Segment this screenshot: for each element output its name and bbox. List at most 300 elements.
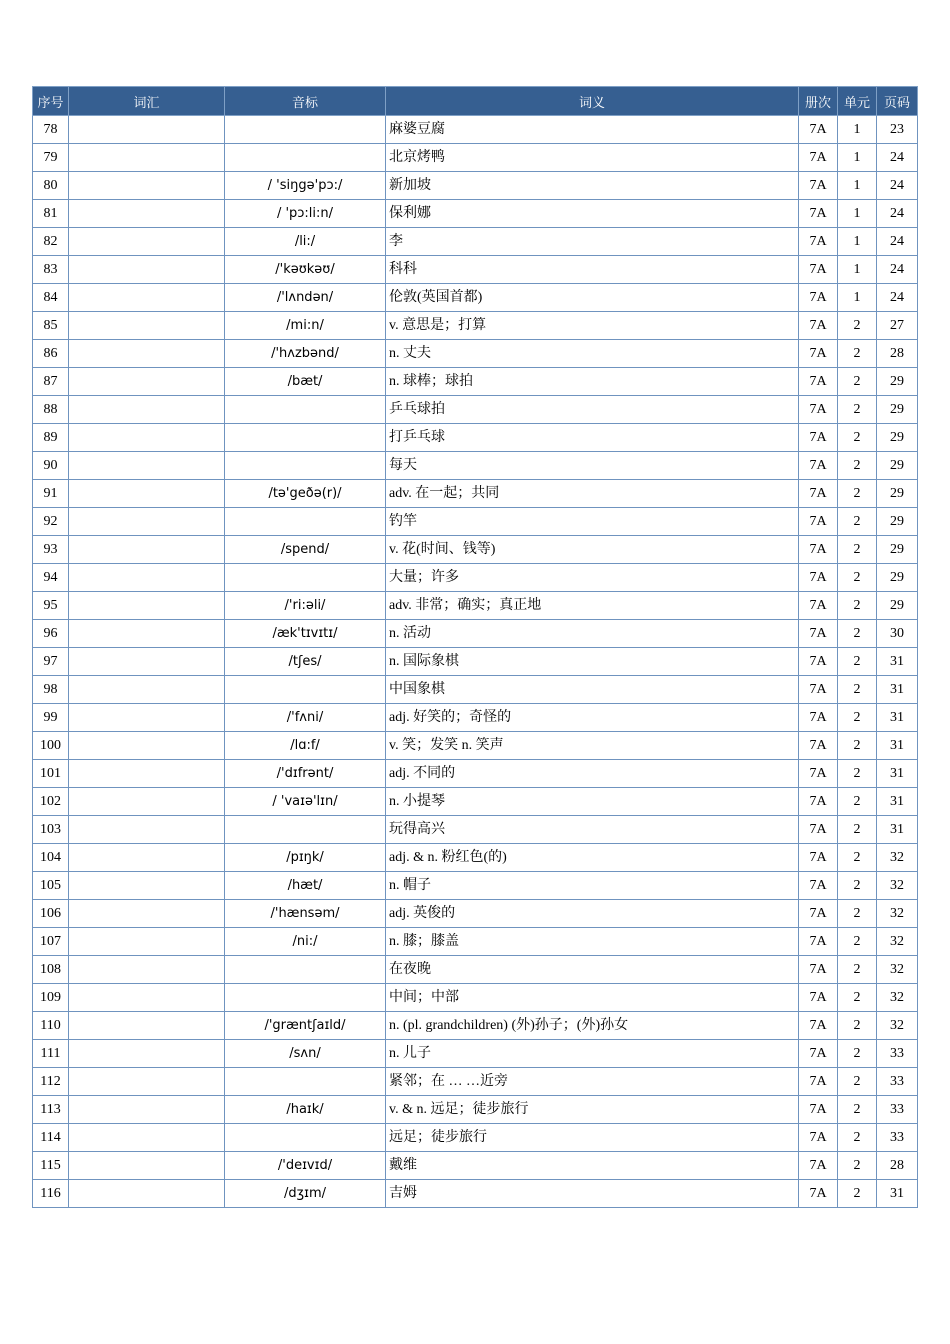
unit-cell: 2 [838,956,877,984]
row-number-cell: 109 [33,984,69,1012]
phonetic-cell [225,816,386,844]
word-cell [69,200,225,228]
meaning-cell: 北京烤鸭 [386,144,799,172]
meaning-cell: n. (pl. grandchildren) (外)孙子；(外)孙女 [386,1012,799,1040]
unit-cell: 2 [838,536,877,564]
page-cell: 32 [877,844,918,872]
word-cell [69,228,225,256]
word-cell [69,312,225,340]
page-cell: 29 [877,508,918,536]
page-cell: 31 [877,760,918,788]
unit-cell: 2 [838,984,877,1012]
meaning-cell: 玩得高兴 [386,816,799,844]
meaning-cell: n. 儿子 [386,1040,799,1068]
page-cell: 24 [877,228,918,256]
page-cell: 32 [877,956,918,984]
book-cell: 7A [799,704,838,732]
page-cell: 31 [877,788,918,816]
page-cell: 31 [877,1180,918,1208]
word-cell [69,984,225,1012]
row-number-cell: 113 [33,1096,69,1124]
page-cell: 32 [877,1012,918,1040]
unit-cell: 2 [838,872,877,900]
phonetic-cell: /'lʌndən/ [225,284,386,312]
book-cell: 7A [799,620,838,648]
word-cell [69,452,225,480]
phonetic-cell [225,564,386,592]
unit-cell: 2 [838,1180,877,1208]
unit-cell: 2 [838,1124,877,1152]
meaning-cell: n. 活动 [386,620,799,648]
meaning-cell: 大量；许多 [386,564,799,592]
phonetic-cell: /lɑ:f/ [225,732,386,760]
row-number-cell: 114 [33,1124,69,1152]
meaning-cell: 乒乓球拍 [386,396,799,424]
meaning-cell: 麻婆豆腐 [386,116,799,144]
header-number: 序号 [33,87,69,116]
book-cell: 7A [799,200,838,228]
unit-cell: 2 [838,312,877,340]
page-cell: 33 [877,1096,918,1124]
phonetic-cell [225,676,386,704]
page-cell: 24 [877,172,918,200]
phonetic-cell: /spend/ [225,536,386,564]
meaning-cell: v. 意思是；打算 [386,312,799,340]
unit-cell: 2 [838,396,877,424]
header-book: 册次 [799,87,838,116]
meaning-cell: n. 小提琴 [386,788,799,816]
table-row [33,172,918,200]
table-row [33,816,918,844]
row-number-cell: 107 [33,928,69,956]
word-cell [69,788,225,816]
phonetic-cell: /haɪk/ [225,1096,386,1124]
book-cell: 7A [799,1180,838,1208]
meaning-cell: n. 膝；膝盖 [386,928,799,956]
meaning-cell: 吉姆 [386,1180,799,1208]
page-cell: 29 [877,452,918,480]
word-cell [69,256,225,284]
phonetic-cell: /tʃes/ [225,648,386,676]
meaning-cell: n. 球棒；球拍 [386,368,799,396]
page-cell: 31 [877,816,918,844]
table-row [33,424,918,452]
meaning-cell: adv. 非常；确实；真正地 [386,592,799,620]
book-cell: 7A [799,872,838,900]
book-cell: 7A [799,1012,838,1040]
unit-cell: 2 [838,368,877,396]
unit-cell: 2 [838,788,877,816]
table-row [33,564,918,592]
meaning-cell: 中间；中部 [386,984,799,1012]
word-cell [69,144,225,172]
table-row [33,284,918,312]
phonetic-cell: /'græntʃaɪld/ [225,1012,386,1040]
meaning-cell: n. 帽子 [386,872,799,900]
page-cell: 29 [877,592,918,620]
page-cell: 33 [877,1040,918,1068]
table-row [33,704,918,732]
table-row [33,144,918,172]
unit-cell: 1 [838,256,877,284]
row-number-cell: 115 [33,1152,69,1180]
meaning-cell: 保利娜 [386,200,799,228]
meaning-cell: v. 花(时间、钱等) [386,536,799,564]
book-cell: 7A [799,984,838,1012]
phonetic-cell [225,396,386,424]
page-cell: 33 [877,1124,918,1152]
row-number-cell: 94 [33,564,69,592]
unit-cell: 2 [838,816,877,844]
row-number-cell: 95 [33,592,69,620]
word-cell [69,284,225,312]
row-number-cell: 106 [33,900,69,928]
book-cell: 7A [799,340,838,368]
header-unit: 单元 [838,87,877,116]
table-row [33,844,918,872]
page-cell: 31 [877,648,918,676]
row-number-cell: 90 [33,452,69,480]
unit-cell: 2 [838,704,877,732]
page-cell: 28 [877,340,918,368]
unit-cell: 2 [838,1152,877,1180]
unit-cell: 2 [838,648,877,676]
row-number-cell: 116 [33,1180,69,1208]
word-cell [69,844,225,872]
phonetic-cell: /tə'geðə(r)/ [225,480,386,508]
table-row [33,396,918,424]
book-cell: 7A [799,116,838,144]
header-page: 页码 [877,87,918,116]
table-row [33,1012,918,1040]
page-cell: 32 [877,872,918,900]
word-cell [69,732,225,760]
table-row [33,900,918,928]
unit-cell: 1 [838,228,877,256]
book-cell: 7A [799,592,838,620]
row-number-cell: 92 [33,508,69,536]
row-number-cell: 87 [33,368,69,396]
meaning-cell: v. 笑；发笑 n. 笑声 [386,732,799,760]
table-row [33,1152,918,1180]
row-number-cell: 104 [33,844,69,872]
table-row [33,536,918,564]
meaning-cell: adj. 好笑的；奇怪的 [386,704,799,732]
word-cell [69,620,225,648]
meaning-cell: 每天 [386,452,799,480]
table-row [33,984,918,1012]
word-cell [69,564,225,592]
word-cell [69,592,225,620]
book-cell: 7A [799,424,838,452]
phonetic-cell: /sʌn/ [225,1040,386,1068]
meaning-cell: adj. 英俊的 [386,900,799,928]
book-cell: 7A [799,816,838,844]
table-row [33,732,918,760]
unit-cell: 2 [838,592,877,620]
unit-cell: 2 [838,1068,877,1096]
row-number-cell: 105 [33,872,69,900]
row-number-cell: 82 [33,228,69,256]
word-cell [69,1124,225,1152]
unit-cell: 2 [838,508,877,536]
word-cell [69,536,225,564]
meaning-cell: 李 [386,228,799,256]
word-cell [69,1180,225,1208]
row-number-cell: 88 [33,396,69,424]
book-cell: 7A [799,284,838,312]
book-cell: 7A [799,536,838,564]
phonetic-cell [225,424,386,452]
table-row [33,256,918,284]
book-cell: 7A [799,228,838,256]
unit-cell: 2 [838,760,877,788]
meaning-cell: 打乒乓球 [386,424,799,452]
phonetic-cell: /'deɪvɪd/ [225,1152,386,1180]
page-cell: 31 [877,676,918,704]
book-cell: 7A [799,256,838,284]
word-cell [69,704,225,732]
phonetic-cell: /bæt/ [225,368,386,396]
meaning-cell: 远足；徒步旅行 [386,1124,799,1152]
table-body [33,116,918,1208]
unit-cell: 1 [838,172,877,200]
book-cell: 7A [799,760,838,788]
table-row [33,648,918,676]
book-cell: 7A [799,172,838,200]
row-number-cell: 81 [33,200,69,228]
meaning-cell: 戴维 [386,1152,799,1180]
book-cell: 7A [799,648,838,676]
book-cell: 7A [799,676,838,704]
row-number-cell: 86 [33,340,69,368]
word-cell [69,508,225,536]
phonetic-cell [225,1124,386,1152]
phonetic-cell: / 'pɔ:li:n/ [225,200,386,228]
meaning-cell: adv. 在一起；共同 [386,480,799,508]
book-cell: 7A [799,144,838,172]
table-row [33,340,918,368]
meaning-cell: 新加坡 [386,172,799,200]
book-cell: 7A [799,368,838,396]
table-row [33,760,918,788]
table-row [33,480,918,508]
book-cell: 7A [799,508,838,536]
meaning-cell: v. & n. 远足；徒步旅行 [386,1096,799,1124]
header-phonetic: 音标 [225,87,386,116]
page-cell: 24 [877,144,918,172]
phonetic-cell: /'kəʊkəʊ/ [225,256,386,284]
phonetic-cell: /æk'tɪvɪtɪ/ [225,620,386,648]
meaning-cell: n. 丈夫 [386,340,799,368]
meaning-cell: 钓竿 [386,508,799,536]
row-number-cell: 108 [33,956,69,984]
row-number-cell: 83 [33,256,69,284]
book-cell: 7A [799,312,838,340]
word-cell [69,340,225,368]
row-number-cell: 101 [33,760,69,788]
book-cell: 7A [799,788,838,816]
table-row [33,1124,918,1152]
unit-cell: 2 [838,340,877,368]
page-cell: 30 [877,620,918,648]
unit-cell: 1 [838,200,877,228]
book-cell: 7A [799,396,838,424]
unit-cell: 1 [838,116,877,144]
page-cell: 32 [877,900,918,928]
book-cell: 7A [799,480,838,508]
word-cell [69,1096,225,1124]
row-number-cell: 84 [33,284,69,312]
meaning-cell: n. 国际象棋 [386,648,799,676]
page-cell: 32 [877,928,918,956]
phonetic-cell: /'hænsəm/ [225,900,386,928]
phonetic-cell: / 'siŋgə'pɔ:/ [225,172,386,200]
table-row [33,1180,918,1208]
book-cell: 7A [799,732,838,760]
page-cell: 31 [877,704,918,732]
table-row [33,1068,918,1096]
row-number-cell: 91 [33,480,69,508]
table-row [33,452,918,480]
row-number-cell: 97 [33,648,69,676]
row-number-cell: 98 [33,676,69,704]
phonetic-cell: /pɪŋk/ [225,844,386,872]
page-cell: 29 [877,424,918,452]
book-cell: 7A [799,1096,838,1124]
meaning-cell: 在夜晚 [386,956,799,984]
row-number-cell: 93 [33,536,69,564]
unit-cell: 2 [838,1096,877,1124]
meaning-cell: 紧邻；在 … …近旁 [386,1068,799,1096]
book-cell: 7A [799,1068,838,1096]
phonetic-cell [225,116,386,144]
meaning-cell: adj. 不同的 [386,760,799,788]
phonetic-cell [225,984,386,1012]
row-number-cell: 111 [33,1040,69,1068]
page-cell: 29 [877,564,918,592]
page-cell: 29 [877,396,918,424]
table-row [33,956,918,984]
phonetic-cell: /'fʌni/ [225,704,386,732]
unit-cell: 2 [838,452,877,480]
unit-cell: 2 [838,1040,877,1068]
vocabulary-table [32,86,918,1208]
row-number-cell: 110 [33,1012,69,1040]
table-row [33,928,918,956]
table-row [33,1040,918,1068]
page-cell: 32 [877,984,918,1012]
header-row [33,87,918,116]
word-cell [69,396,225,424]
unit-cell: 1 [838,144,877,172]
unit-cell: 1 [838,284,877,312]
word-cell [69,172,225,200]
book-cell: 7A [799,1124,838,1152]
word-cell [69,1152,225,1180]
page-cell: 31 [877,732,918,760]
word-cell [69,900,225,928]
phonetic-cell [225,508,386,536]
page-cell: 28 [877,1152,918,1180]
meaning-cell: 中国象棋 [386,676,799,704]
phonetic-cell: /li:/ [225,228,386,256]
page-cell: 29 [877,368,918,396]
book-cell: 7A [799,452,838,480]
table-row [33,508,918,536]
table-row [33,368,918,396]
word-cell [69,480,225,508]
page-cell: 24 [877,284,918,312]
unit-cell: 2 [838,480,877,508]
row-number-cell: 96 [33,620,69,648]
phonetic-cell: /ni:/ [225,928,386,956]
page-cell: 23 [877,116,918,144]
word-cell [69,676,225,704]
phonetic-cell [225,452,386,480]
word-cell [69,424,225,452]
phonetic-cell: /'dɪfrənt/ [225,760,386,788]
row-number-cell: 79 [33,144,69,172]
row-number-cell: 85 [33,312,69,340]
unit-cell: 2 [838,1012,877,1040]
unit-cell: 2 [838,732,877,760]
word-cell [69,648,225,676]
row-number-cell: 99 [33,704,69,732]
header-meaning: 词义 [386,87,799,116]
row-number-cell: 100 [33,732,69,760]
book-cell: 7A [799,928,838,956]
meaning-cell: 伦敦(英国首都) [386,284,799,312]
row-number-cell: 78 [33,116,69,144]
word-cell [69,1012,225,1040]
page-cell: 29 [877,480,918,508]
book-cell: 7A [799,1152,838,1180]
phonetic-cell [225,956,386,984]
unit-cell: 2 [838,424,877,452]
row-number-cell: 102 [33,788,69,816]
phonetic-cell: /'ri:əli/ [225,592,386,620]
unit-cell: 2 [838,844,877,872]
table-row [33,676,918,704]
meaning-cell: 科科 [386,256,799,284]
page-cell: 24 [877,256,918,284]
table-row [33,228,918,256]
row-number-cell: 89 [33,424,69,452]
table-row [33,1096,918,1124]
word-cell [69,1068,225,1096]
word-cell [69,368,225,396]
unit-cell: 2 [838,620,877,648]
table-row [33,200,918,228]
word-cell [69,816,225,844]
book-cell: 7A [799,844,838,872]
phonetic-cell: /mi:n/ [225,312,386,340]
book-cell: 7A [799,956,838,984]
word-cell [69,872,225,900]
page-cell: 24 [877,200,918,228]
header-word: 词汇 [69,87,225,116]
table-row [33,872,918,900]
word-cell [69,956,225,984]
row-number-cell: 112 [33,1068,69,1096]
phonetic-cell: / 'vaɪə'lɪn/ [225,788,386,816]
phonetic-cell: /hæt/ [225,872,386,900]
table-row [33,788,918,816]
table-row [33,116,918,144]
phonetic-cell [225,144,386,172]
book-cell: 7A [799,1040,838,1068]
